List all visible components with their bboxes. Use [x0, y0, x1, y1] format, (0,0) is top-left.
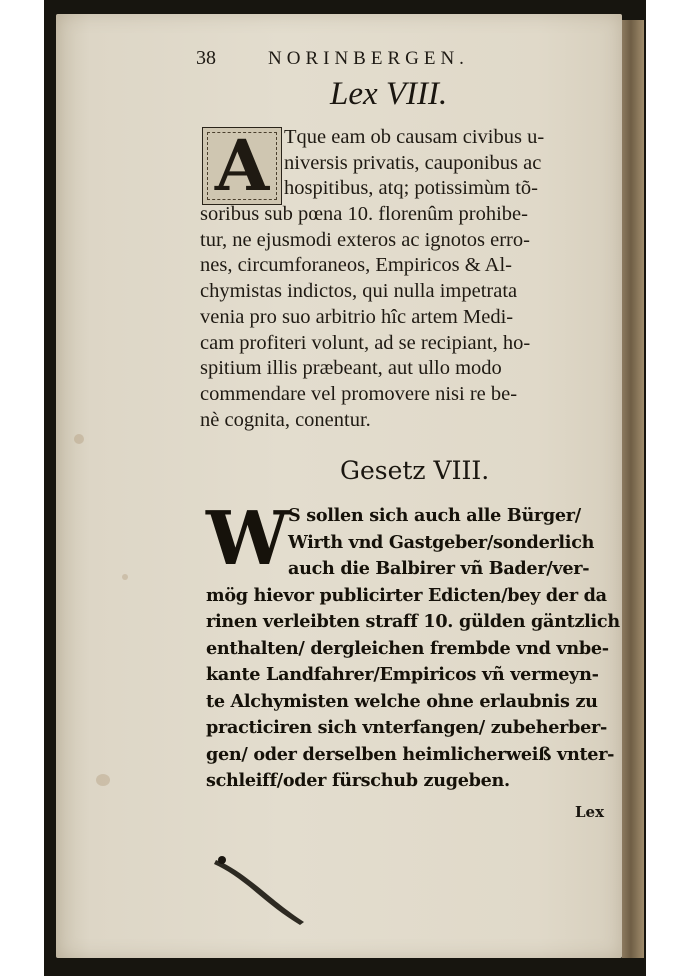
- latin-text-block: [200, 125, 620, 433]
- text-line: Tque eam ob causam civibus u-: [284, 126, 545, 148]
- text-line: te Alchymisten welche ohne erlaubnis zu: [206, 690, 598, 712]
- foxing-spot: [122, 574, 128, 580]
- text-line: hospitibus, atq; potissimùm tõ-: [284, 177, 538, 200]
- page-edge: [622, 20, 644, 958]
- text-line: nes, circumforaneos, Empiricos & Al-: [200, 254, 512, 277]
- foxing-spot: [74, 434, 84, 444]
- text-line: venia pro suo arbitrio hîc artem Medi-: [200, 305, 514, 328]
- foxing-spot: [96, 774, 110, 786]
- text-line: nè cognita, conentur.: [200, 408, 371, 431]
- page-number: 38: [196, 47, 216, 69]
- text-line: enthalten/ dergleichen frembde vnd vnbe-: [206, 637, 609, 659]
- text-line: schleiff/oder fürschub zugeben.: [206, 770, 510, 791]
- text-line: cam profiteri volunt, ad se recipiant, ho-: [200, 331, 531, 354]
- german-law-title: Gesetz VIII.: [340, 456, 490, 485]
- page-header: [196, 47, 556, 73]
- text-line: niversis privatis, cauponibus ac: [284, 151, 542, 174]
- text-line: commendare vel promovere nisi re be-: [200, 382, 518, 405]
- text-line: tur, ne ejusmodi exteros ac ignotos erro-: [200, 228, 530, 251]
- text-line: practiciren sich vnterfangen/ zubeherber-: [206, 717, 607, 738]
- text-line: mög hievor publicirter Edicten/bey der da: [206, 584, 607, 606]
- text-line: soribus sub pœna 10. florenûm prohibe-: [200, 203, 528, 226]
- text-line: S sollen sich auch alle Bürger/: [288, 505, 581, 526]
- text-line: spitium illis præbeant, aut ullo modo: [200, 357, 502, 380]
- text-line: chymistas indictos, qui nulla impetrata: [200, 280, 518, 303]
- text-line: auch die Balbirer vñ Bader/ver-: [288, 558, 590, 579]
- ink-stain: [212, 856, 312, 926]
- text-line: Wirth vnd Gastgeber/sonderlich: [288, 531, 595, 553]
- latin-law-title: Lex VIII.: [330, 76, 448, 112]
- running-head: NORINBERGEN.: [268, 48, 469, 69]
- initial-letter: A: [214, 124, 270, 207]
- text-line: rinen verleibten straff 10. gülden gäntzlich: [206, 611, 620, 632]
- text-line: gen/ oder derselben heimlicherweiß vnter-: [206, 743, 615, 765]
- text-line: kante Landfahrer/Empiricos vñ vermeyn-: [206, 664, 599, 685]
- initial-letter: W: [206, 496, 290, 582]
- catchword: Lex: [575, 803, 605, 821]
- german-text-block: [206, 503, 626, 795]
